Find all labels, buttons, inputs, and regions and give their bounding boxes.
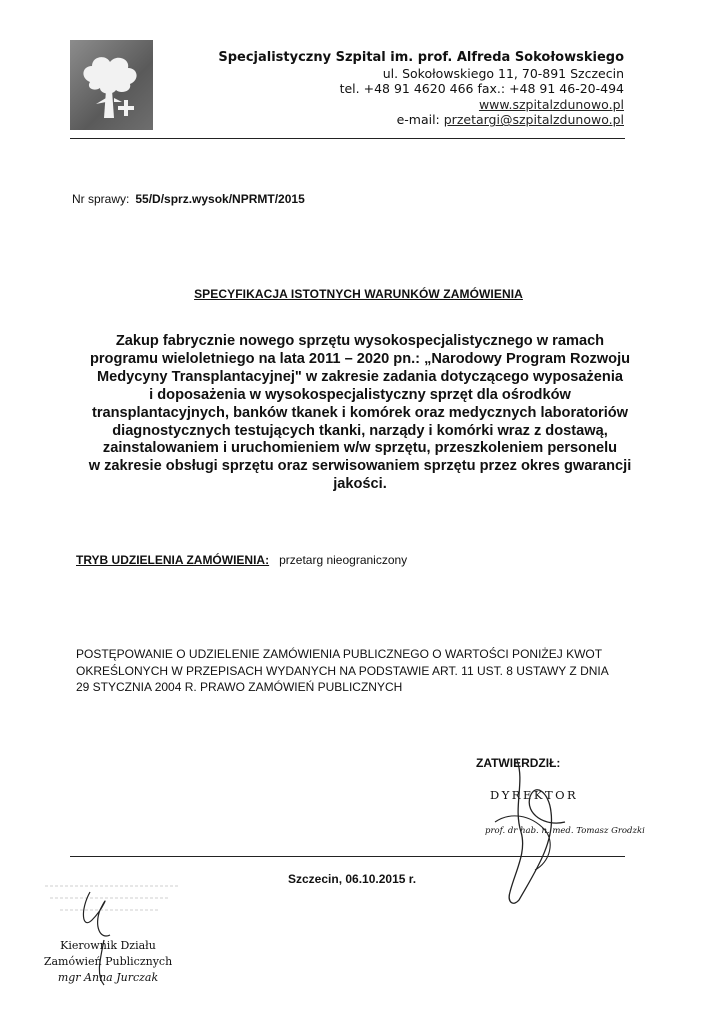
- case-number-line: [72, 192, 305, 206]
- signature-divider: [70, 856, 625, 857]
- clerk-stamp: [38, 938, 178, 986]
- procedure-label: TRYB UDZIELENIA ZAMÓWIENIA:: [76, 553, 270, 567]
- description-line: w zakresie obsługi sprzętu oraz serwisowaniem sprzętu przez okres gwarancji: [88, 458, 632, 475]
- procedure-line: [76, 553, 407, 567]
- description-line: diagnostycznych testujących tkanki, narządy i komórki wraz z dostawą,: [112, 422, 608, 439]
- director-stamp-name: prof. dr hab. n. med. Tomasz Grodzki: [485, 826, 645, 836]
- description-line: Medycyny Transplantacyjnej" w zakresie zadania dotyczącego wyposażenia: [96, 368, 624, 385]
- description-line: programu wieloletniego na lata 2011 – 2020 pn.: „Narodowy Program Rozwoju: [89, 350, 631, 367]
- header-divider: [70, 138, 625, 139]
- notice-line: 29 STYCZNIA 2004 R. PRAWO ZAMÓWIEŃ PUBLICZNYCH: [76, 680, 403, 694]
- director-signature-icon: [455, 752, 595, 912]
- legal-notice: [76, 646, 646, 696]
- hospital-phone-fax: tel. +48 91 4620 466 fax.: +48 91 46-20-494: [339, 81, 624, 97]
- hospital-logo: [70, 40, 153, 130]
- description-line: zainstalowaniem i uruchomieniem w/w sprzętu, przeszkoleniem personelu: [102, 440, 618, 457]
- place-and-date: Szczecin, 06.10.2015 r.: [288, 872, 417, 886]
- notice-line: POSTĘPOWANIE O UDZIELENIE ZAMÓWIENIA PUBLICZNEGO O WARTOŚCI PONIŻEJ KWOT: [76, 647, 603, 661]
- description-line: Zakup fabrycznie nowego sprzętu wysokospecjalistycznego w ramach: [115, 333, 605, 349]
- order-description: [74, 333, 646, 494]
- hospital-address: ul. Sokołowskiego 11, 70-891 Szczecin: [382, 65, 624, 81]
- description-line: transplantacyjnych, banków tkanek i komórek oraz medycznych laboratoriów: [91, 404, 629, 421]
- approved-label: ZATWIERDZIŁ:: [476, 756, 561, 770]
- hospital-header: [218, 50, 624, 128]
- notice-line: OKREŚLONYCH W PRZEPISACH WYDANYCH NA PODSTAWIE ART. 11 UST. 8 USTAWY Z DNIA: [76, 663, 609, 678]
- clerk-stamp-line: Kierownik Działu: [60, 939, 156, 952]
- description-line: jakości.: [333, 476, 387, 493]
- tree-cross-logo-icon: [70, 40, 153, 130]
- case-number-value: 55/D/sprz.wysok/NPRMT/2015: [135, 192, 305, 206]
- hospital-email-link[interactable]: przetargi@szpitalzdunowo.pl: [443, 112, 624, 128]
- director-stamp-title: DYREKTOR: [490, 788, 579, 802]
- hospital-name: Specjalistyczny Szpital im. prof. Alfreda Sokołowskiego: [218, 50, 624, 65]
- description-line: i doposażenia w wysokospecjalistyczny sprzęt dla ośrodków: [149, 386, 571, 403]
- email-label: e-mail:: [396, 112, 444, 128]
- case-number-label: Nr sprawy:: [72, 192, 130, 206]
- procedure-value: przetarg nieograniczony: [279, 553, 408, 567]
- hospital-website-link[interactable]: www.szpitalzdunowo.pl: [478, 96, 624, 112]
- clerk-stamp-name: mgr Anna Jurczak: [57, 971, 159, 984]
- specification-title: SPECYFIKACJA ISTOTNYCH WARUNKÓW ZAMÓWIENIA: [194, 287, 523, 301]
- clerk-stamp-line: Zamówień Publicznych: [43, 955, 173, 968]
